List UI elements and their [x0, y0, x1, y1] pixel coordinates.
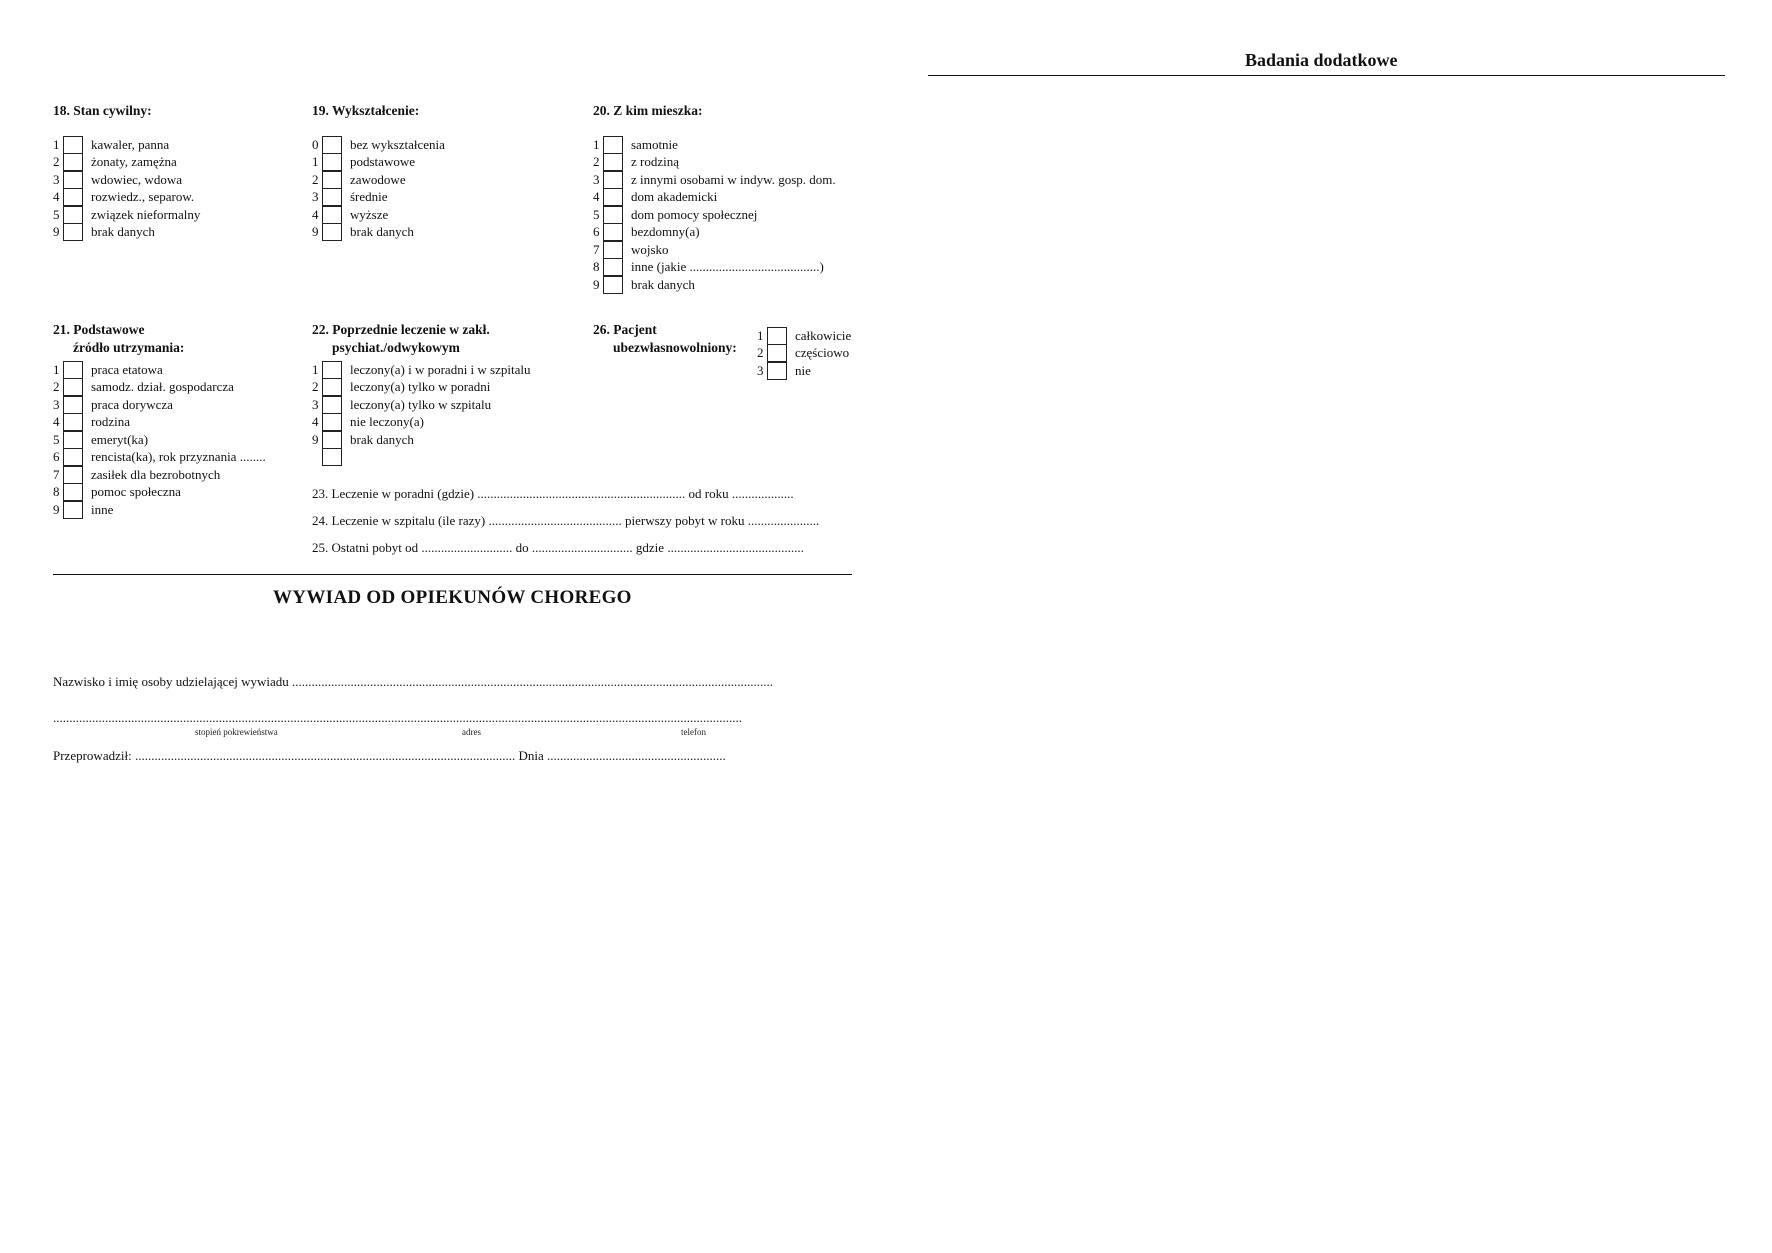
q20-option[interactable]: [593, 171, 836, 188]
q21-option-label: samodz. dział. gospodarcza: [91, 379, 234, 394]
q18-option-label: żonaty, zamężna: [91, 154, 177, 169]
relation-sublabel: stopień pokrewieństwa: [195, 727, 278, 737]
q20-option-number: 4: [593, 189, 600, 204]
q18-option[interactable]: [53, 154, 177, 171]
q21-checkbox[interactable]: [63, 466, 83, 484]
right-title-rule: [928, 75, 1725, 76]
q20-option-label: z innymi osobami w indyw. gosp. dom.: [631, 171, 836, 187]
q21-checkbox[interactable]: [63, 361, 83, 379]
q21-title-line2: źródło utrzymania:: [73, 340, 185, 355]
q20-checkbox[interactable]: [603, 206, 623, 224]
q21-option-label: praca etatowa: [91, 361, 163, 377]
q26-title-line1: 26. Pacjent: [593, 322, 657, 337]
address-sublabel: adres: [462, 727, 481, 737]
q26-option[interactable]: [757, 327, 851, 344]
q25-line[interactable]: 25. Ostatni pobyt od ............................ do ............................... gdzie ..........................................: [312, 540, 804, 555]
q21-option-number: 1: [53, 361, 60, 377]
q20-checkbox[interactable]: [603, 258, 623, 276]
q22-option-number: 4: [312, 414, 319, 429]
q21-option[interactable]: [53, 361, 163, 378]
q19-option-number: 0: [312, 136, 319, 152]
q22-option[interactable]: [312, 431, 414, 448]
q21-option-label: rodzina: [91, 414, 130, 429]
q20-option-number: 8: [593, 259, 600, 274]
q21-option[interactable]: [53, 466, 220, 483]
conducted-by-line[interactable]: Przeprowadził: ..................................................................................................................... Dnia .......................................................: [53, 748, 726, 763]
q20-option-label: samotnie: [631, 136, 678, 152]
q20-checkbox[interactable]: [603, 188, 623, 206]
q21-checkbox[interactable]: [63, 483, 83, 501]
q18-option-label: wdowiec, wdowa: [91, 171, 182, 187]
q22-option[interactable]: [312, 449, 350, 466]
q22-title-line1: 22. Poprzednie leczenie w zakł.: [312, 322, 490, 337]
q26-checkbox[interactable]: [767, 344, 787, 362]
q21-option-number: 5: [53, 431, 60, 447]
q18-option-number: 4: [53, 189, 60, 204]
q18-option[interactable]: [53, 189, 194, 206]
q19-option-number: 1: [312, 154, 319, 169]
q22-title-line2: psychiat./odwykowym: [332, 340, 460, 355]
q22-option-number: 1: [312, 361, 319, 377]
q26-title-line2: ubezwłasnowolniony:: [613, 340, 737, 355]
q22-option-label: brak danych: [350, 431, 414, 447]
q22-option[interactable]: [312, 361, 531, 378]
q18-option-number: 3: [53, 171, 60, 187]
q18-checkbox[interactable]: [63, 136, 83, 154]
q21-option-label: emeryt(ka): [91, 431, 149, 447]
q20-option[interactable]: [593, 224, 700, 241]
q22-option-number: 9: [312, 431, 319, 447]
q22-option-number: 3: [312, 396, 319, 412]
q19-option-number: 2: [312, 171, 319, 187]
q18-option[interactable]: [53, 136, 169, 153]
q20-option-label: brak danych: [631, 276, 695, 292]
q21-checkbox[interactable]: [63, 396, 83, 414]
q21-option-label: rencista(ka), rok przyznania ........: [91, 449, 266, 464]
q21-option[interactable]: [53, 396, 173, 413]
q18-option[interactable]: [53, 171, 182, 188]
q18-option[interactable]: [53, 224, 155, 241]
q26-option-label: nie: [795, 362, 811, 378]
q21-title-line1: 21. Podstawowe: [53, 322, 145, 337]
phone-sublabel: telefon: [681, 727, 706, 737]
q21-option-number: 3: [53, 396, 60, 412]
q18-option-label: związek nieformalny: [91, 206, 201, 222]
q18-checkbox[interactable]: [63, 223, 83, 241]
q20-option[interactable]: [593, 206, 757, 223]
q22-option-label: leczony(a) tylko w szpitalu: [350, 396, 492, 412]
q21-option[interactable]: [53, 431, 148, 448]
q21-option[interactable]: [53, 484, 181, 501]
q19-option-number: 9: [312, 224, 319, 239]
q19-option[interactable]: [312, 154, 415, 171]
q21-option-label: praca dorywcza: [91, 396, 173, 412]
q18-option-label: brak danych: [91, 224, 155, 239]
q20-option-number: 7: [593, 241, 600, 257]
q26-checkbox[interactable]: [767, 362, 787, 380]
q26-option-number: 2: [757, 345, 764, 360]
q22-option[interactable]: [312, 379, 490, 396]
q19-option-label: wyższe: [350, 206, 389, 222]
q18-option-number: 1: [53, 136, 60, 152]
q19-checkbox[interactable]: [322, 136, 342, 154]
q26-option-label: całkowicie: [795, 327, 852, 343]
q20-option[interactable]: [593, 154, 679, 171]
q22-checkbox[interactable]: [322, 378, 342, 396]
q21-option[interactable]: [53, 379, 234, 396]
q20-option-label: bezdomny(a): [631, 224, 700, 239]
q19-option[interactable]: [312, 171, 406, 188]
q18-option-label: rozwiedz., separow.: [91, 189, 195, 204]
q19-option-number: 4: [312, 206, 319, 222]
q18-checkbox[interactable]: [63, 206, 83, 224]
interviewee-name-line[interactable]: Nazwisko i imię osoby udzielającej wywiadu ....................................................................................................................................................: [53, 674, 773, 689]
q20-option-label: wojsko: [631, 241, 669, 257]
q19-option[interactable]: [312, 224, 414, 241]
q18-option[interactable]: [53, 206, 200, 223]
q19-option-label: zawodowe: [350, 171, 406, 187]
q19-option-label: bez wykształcenia: [350, 136, 445, 152]
q21-checkbox[interactable]: [63, 501, 83, 519]
q21-checkbox[interactable]: [63, 431, 83, 449]
q19-checkbox[interactable]: [322, 153, 342, 171]
q19-option-label: brak danych: [350, 224, 414, 239]
q19-option[interactable]: [312, 136, 445, 153]
q23-line[interactable]: 23. Leczenie w poradni (gdzie) ................................................................ od roku ...................: [312, 486, 794, 501]
q24-line[interactable]: 24. Leczenie w szpitalu (ile razy) ......................................... pierwszy pobyt w roku ......................: [312, 513, 820, 528]
q18-checkbox[interactable]: [63, 153, 83, 171]
q21-option-number: 8: [53, 484, 60, 499]
q19-option[interactable]: [312, 189, 388, 206]
q26-option[interactable]: [757, 345, 849, 362]
q22-checkbox[interactable]: [322, 448, 342, 466]
q18-option-label: kawaler, panna: [91, 136, 170, 152]
q19-checkbox[interactable]: [322, 223, 342, 241]
q21-option-number: 4: [53, 414, 60, 429]
q21-option-label: zasiłek dla bezrobotnych: [91, 466, 221, 482]
q21-option-label: pomoc społeczna: [91, 484, 181, 499]
q19-title: 19. Wykształcenie:: [312, 103, 420, 118]
q19-checkbox[interactable]: [322, 206, 342, 224]
q18-option-number: 9: [53, 224, 60, 239]
q20-checkbox[interactable]: [603, 276, 623, 294]
q21-option-number: 6: [53, 449, 60, 464]
q22-option-label: leczony(a) i w poradni i w szpitalu: [350, 361, 531, 377]
q20-option-number: 6: [593, 224, 600, 239]
q20-option-label: dom pomocy społecznej: [631, 206, 758, 222]
q26-option[interactable]: [757, 362, 811, 379]
q21-option-number: 2: [53, 379, 60, 394]
q22-checkbox[interactable]: [322, 361, 342, 379]
q20-option[interactable]: [593, 259, 824, 276]
q26-option-label: częściowo: [795, 345, 850, 360]
q20-option-number: 9: [593, 276, 600, 292]
q20-option[interactable]: [593, 189, 717, 206]
q19-option-label: podstawowe: [350, 154, 415, 169]
q20-option[interactable]: [593, 136, 678, 153]
q22-checkbox[interactable]: [322, 431, 342, 449]
q26-checkbox[interactable]: [767, 327, 787, 345]
q20-checkbox[interactable]: [603, 171, 623, 189]
q20-option-label: inne (jakie ........................................): [631, 259, 824, 274]
q19-option[interactable]: [312, 206, 388, 223]
q21-checkbox[interactable]: [63, 413, 83, 431]
q20-option[interactable]: [593, 276, 695, 293]
q22-checkbox[interactable]: [322, 413, 342, 431]
q20-option-label: z rodziną: [631, 154, 680, 169]
relation-address-phone-line[interactable]: ....................................................................................................................................................................................................................: [53, 710, 742, 725]
interview-heading: WYWIAD OD OPIEKUNÓW CHOREGO: [273, 587, 632, 608]
q20-title: 20. Z kim mieszka:: [593, 103, 703, 118]
q18-checkbox[interactable]: [63, 171, 83, 189]
q21-option-number: 9: [53, 501, 60, 517]
q18-option-number: 5: [53, 206, 60, 222]
q22-option-label: leczony(a) tylko w poradni: [350, 379, 491, 394]
q21-option[interactable]: [53, 501, 113, 518]
q20-checkbox[interactable]: [603, 241, 623, 259]
section-divider: [53, 574, 852, 575]
q19-checkbox[interactable]: [322, 188, 342, 206]
q18-option-number: 2: [53, 154, 60, 169]
q21-checkbox[interactable]: [63, 448, 83, 466]
q20-option-label: dom akademicki: [631, 189, 718, 204]
q21-option-label: inne: [91, 501, 114, 517]
q20-checkbox[interactable]: [603, 223, 623, 241]
q26-option-number: 1: [757, 327, 764, 343]
q21-checkbox[interactable]: [63, 378, 83, 396]
q20-checkbox[interactable]: [603, 136, 623, 154]
right-page-title: Badania dodatkowe: [1245, 50, 1398, 70]
q19-option-number: 3: [312, 189, 319, 204]
q20-option-number: 1: [593, 136, 600, 152]
q18-title: 18. Stan cywilny:: [53, 103, 152, 118]
q20-option-number: 5: [593, 206, 600, 222]
q19-checkbox[interactable]: [322, 171, 342, 189]
q21-option-number: 7: [53, 466, 60, 482]
q22-option[interactable]: [312, 396, 491, 413]
q21-option[interactable]: [53, 449, 266, 466]
q20-option-number: 2: [593, 154, 600, 169]
q20-option[interactable]: [593, 241, 669, 258]
q19-option-label: średnie: [350, 189, 388, 204]
q22-checkbox[interactable]: [322, 396, 342, 414]
q26-option-number: 3: [757, 362, 764, 378]
q22-option-number: 2: [312, 379, 319, 394]
q22-option[interactable]: [312, 414, 424, 431]
q21-option[interactable]: [53, 414, 130, 431]
q18-checkbox[interactable]: [63, 188, 83, 206]
q22-option-label: nie leczony(a): [350, 414, 424, 429]
q20-option-number: 3: [593, 171, 600, 187]
q20-checkbox[interactable]: [603, 153, 623, 171]
